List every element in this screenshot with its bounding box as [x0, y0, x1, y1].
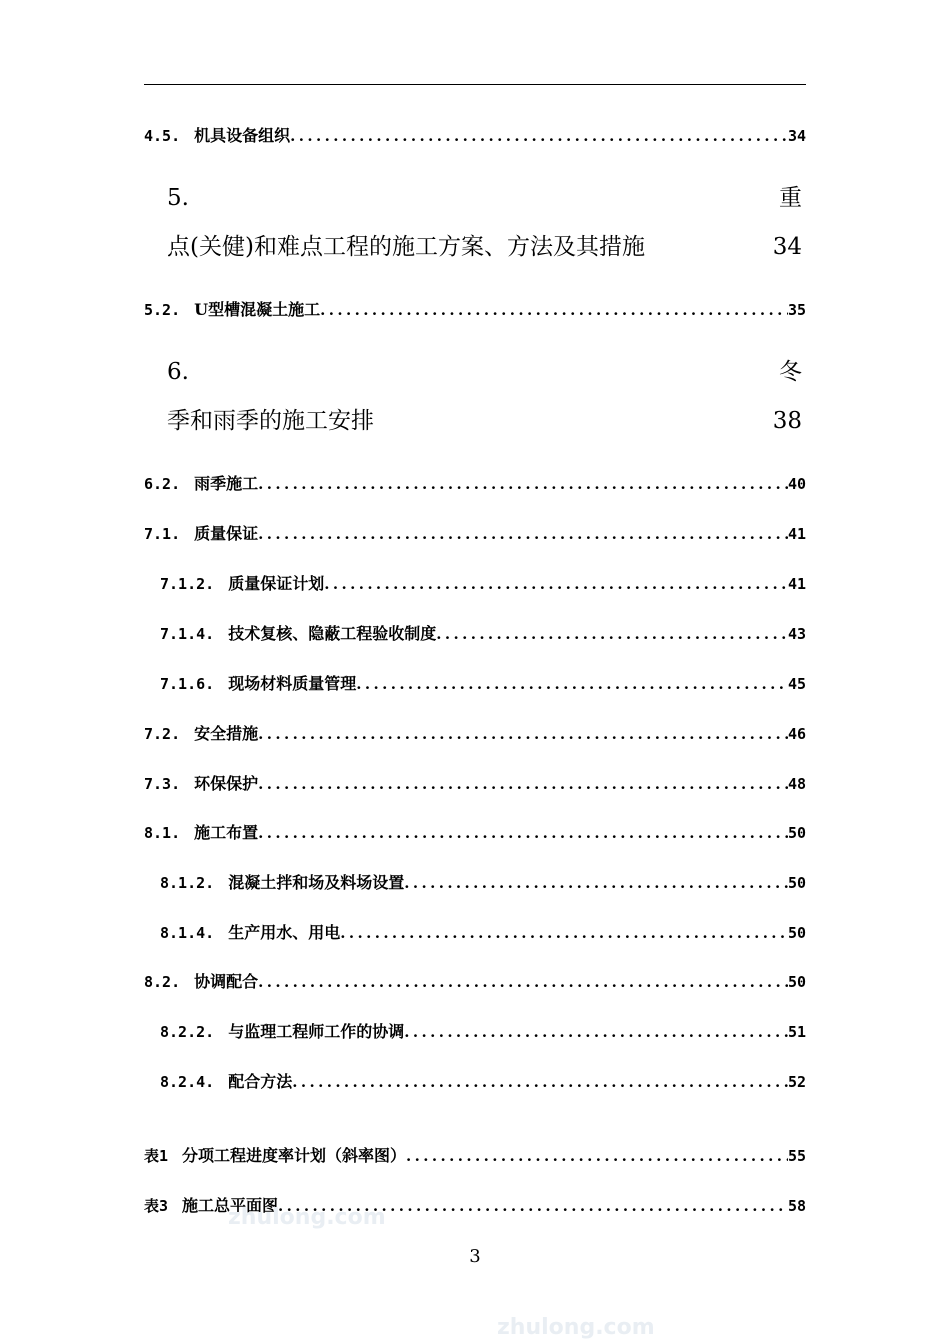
toc-title: 配合方法: [228, 1072, 293, 1091]
toc-number: 7.1.: [144, 525, 181, 543]
toc-number: 表1: [144, 1147, 169, 1165]
toc-page: 41: [787, 575, 806, 593]
toc-title: 与监理工程师工作的协调: [228, 1022, 405, 1041]
toc-leader-dots: [258, 474, 788, 494]
toc-title: 协调配合: [194, 972, 259, 991]
toc-number: 7.2.: [144, 725, 181, 743]
toc-entry-8-2[interactable]: [144, 968, 806, 992]
toc-leader-dots: [324, 574, 788, 594]
toc-page: 50: [787, 924, 806, 942]
toc-page: 55: [787, 1147, 806, 1165]
toc-entry-6-2[interactable]: [144, 470, 806, 494]
toc-title: 雨季施工: [194, 474, 259, 493]
toc-leader-dots: [340, 923, 788, 943]
toc-leader-dots: [320, 300, 788, 320]
toc-heading-6-number: 6.: [167, 359, 189, 385]
toc-heading-5-page: 34: [772, 234, 802, 260]
toc-entry-7-2[interactable]: [144, 720, 806, 744]
toc-leader-dots: [404, 873, 788, 893]
toc-number: 6.2.: [144, 475, 181, 493]
toc-page: 40: [787, 475, 806, 493]
toc-number: 8.2.: [144, 973, 181, 991]
watermark: zhulong.com: [497, 1315, 655, 1340]
toc-number: 7.3.: [144, 775, 181, 793]
toc-title: U型槽混凝土施工: [194, 300, 321, 319]
toc-heading-6-title[interactable]: 季和雨季的施工安排: [167, 408, 374, 434]
toc-title: 现场材料质量管理: [228, 674, 357, 693]
toc-number: 4.5.: [144, 127, 181, 145]
toc-title: 混凝土拌和场及料场设置: [228, 873, 405, 892]
toc-entry-7-1-6[interactable]: [160, 670, 806, 694]
toc-entry-7-3[interactable]: [144, 770, 806, 794]
toc-number: 7.1.4.: [160, 625, 215, 643]
toc-leader-dots: [404, 1022, 788, 1042]
toc-entry-5-2[interactable]: [144, 296, 806, 320]
toc-entry-8-1[interactable]: [144, 819, 806, 843]
toc-title: 技术复核、隐蔽工程验收制度: [228, 624, 437, 643]
toc-title: 质量保证计划: [228, 574, 325, 593]
toc-title: 质量保证: [194, 524, 259, 543]
toc-leader-dots: [356, 674, 788, 694]
toc-heading-5-number: 5.: [167, 185, 189, 211]
toc-leader-dots: [258, 774, 788, 794]
toc-entry-8-1-4[interactable]: [160, 919, 806, 943]
toc-page: 50: [787, 874, 806, 892]
toc-page: 51: [787, 1023, 806, 1041]
toc-number: 8.1.: [144, 824, 181, 842]
toc-entry-4-5[interactable]: [144, 122, 806, 146]
toc-heading-5-first-char: 重: [779, 185, 802, 211]
toc-entry-7-1-4[interactable]: [160, 620, 806, 644]
toc-page: 52: [787, 1073, 806, 1091]
toc-title: 机具设备组织: [194, 126, 291, 145]
toc-leader-dots: [258, 972, 788, 992]
toc-number: 7.1.6.: [160, 675, 215, 693]
toc-entry-8-1-2[interactable]: [160, 869, 806, 893]
toc-entry-7-1-2[interactable]: [160, 570, 806, 594]
toc-page: 43: [787, 625, 806, 643]
toc-page: 48: [787, 775, 806, 793]
toc-title: 分项工程进度率计划（斜率图）: [182, 1146, 407, 1165]
toc-number: 7.1.2.: [160, 575, 215, 593]
toc-title: 施工总平面图: [182, 1196, 279, 1215]
toc-leader-dots: [292, 1072, 788, 1092]
toc-page: 46: [787, 725, 806, 743]
toc-number: 5.2.: [144, 301, 181, 319]
toc-leader-dots: [436, 624, 788, 644]
toc-title: 环保保护: [194, 774, 259, 793]
toc-leader-dots: [258, 823, 788, 843]
toc-entry-8-2-2[interactable]: [160, 1018, 806, 1042]
toc-leader-dots: [290, 126, 788, 146]
toc-entry-table-1[interactable]: [144, 1142, 806, 1166]
toc-title: 施工布置: [194, 823, 259, 842]
toc-heading-6-first-char: 冬: [779, 359, 802, 385]
toc-entry-7-1[interactable]: [144, 520, 806, 544]
toc-page: 50: [787, 973, 806, 991]
toc-number: 8.1.4.: [160, 924, 215, 942]
toc-title: 安全措施: [194, 724, 259, 743]
toc-page: 35: [787, 301, 806, 319]
toc-page: 45: [787, 675, 806, 693]
toc-number: 8.2.4.: [160, 1073, 215, 1091]
toc-number: 8.1.2.: [160, 874, 215, 892]
watermark: zhulong.com: [228, 1205, 386, 1230]
toc-page: 34: [787, 127, 806, 145]
toc-page: 41: [787, 525, 806, 543]
toc-number: 8.2.2.: [160, 1023, 215, 1041]
toc-number: 表3: [144, 1197, 169, 1215]
toc-leader-dots: [258, 524, 788, 544]
toc-leader-dots: [258, 724, 788, 744]
toc-heading-5-title[interactable]: 点(关健)和难点工程的施工方案、方法及其措施: [167, 234, 645, 260]
toc-leader-dots: [406, 1146, 788, 1166]
toc-heading-6-page: 38: [772, 408, 802, 434]
toc-page: 50: [787, 824, 806, 842]
toc-page: 58: [787, 1197, 806, 1215]
toc-entry-8-2-4[interactable]: [160, 1068, 806, 1092]
toc-title: 生产用水、用电: [228, 923, 341, 942]
page-number: 3: [469, 1246, 481, 1267]
header-rule: [144, 84, 806, 85]
